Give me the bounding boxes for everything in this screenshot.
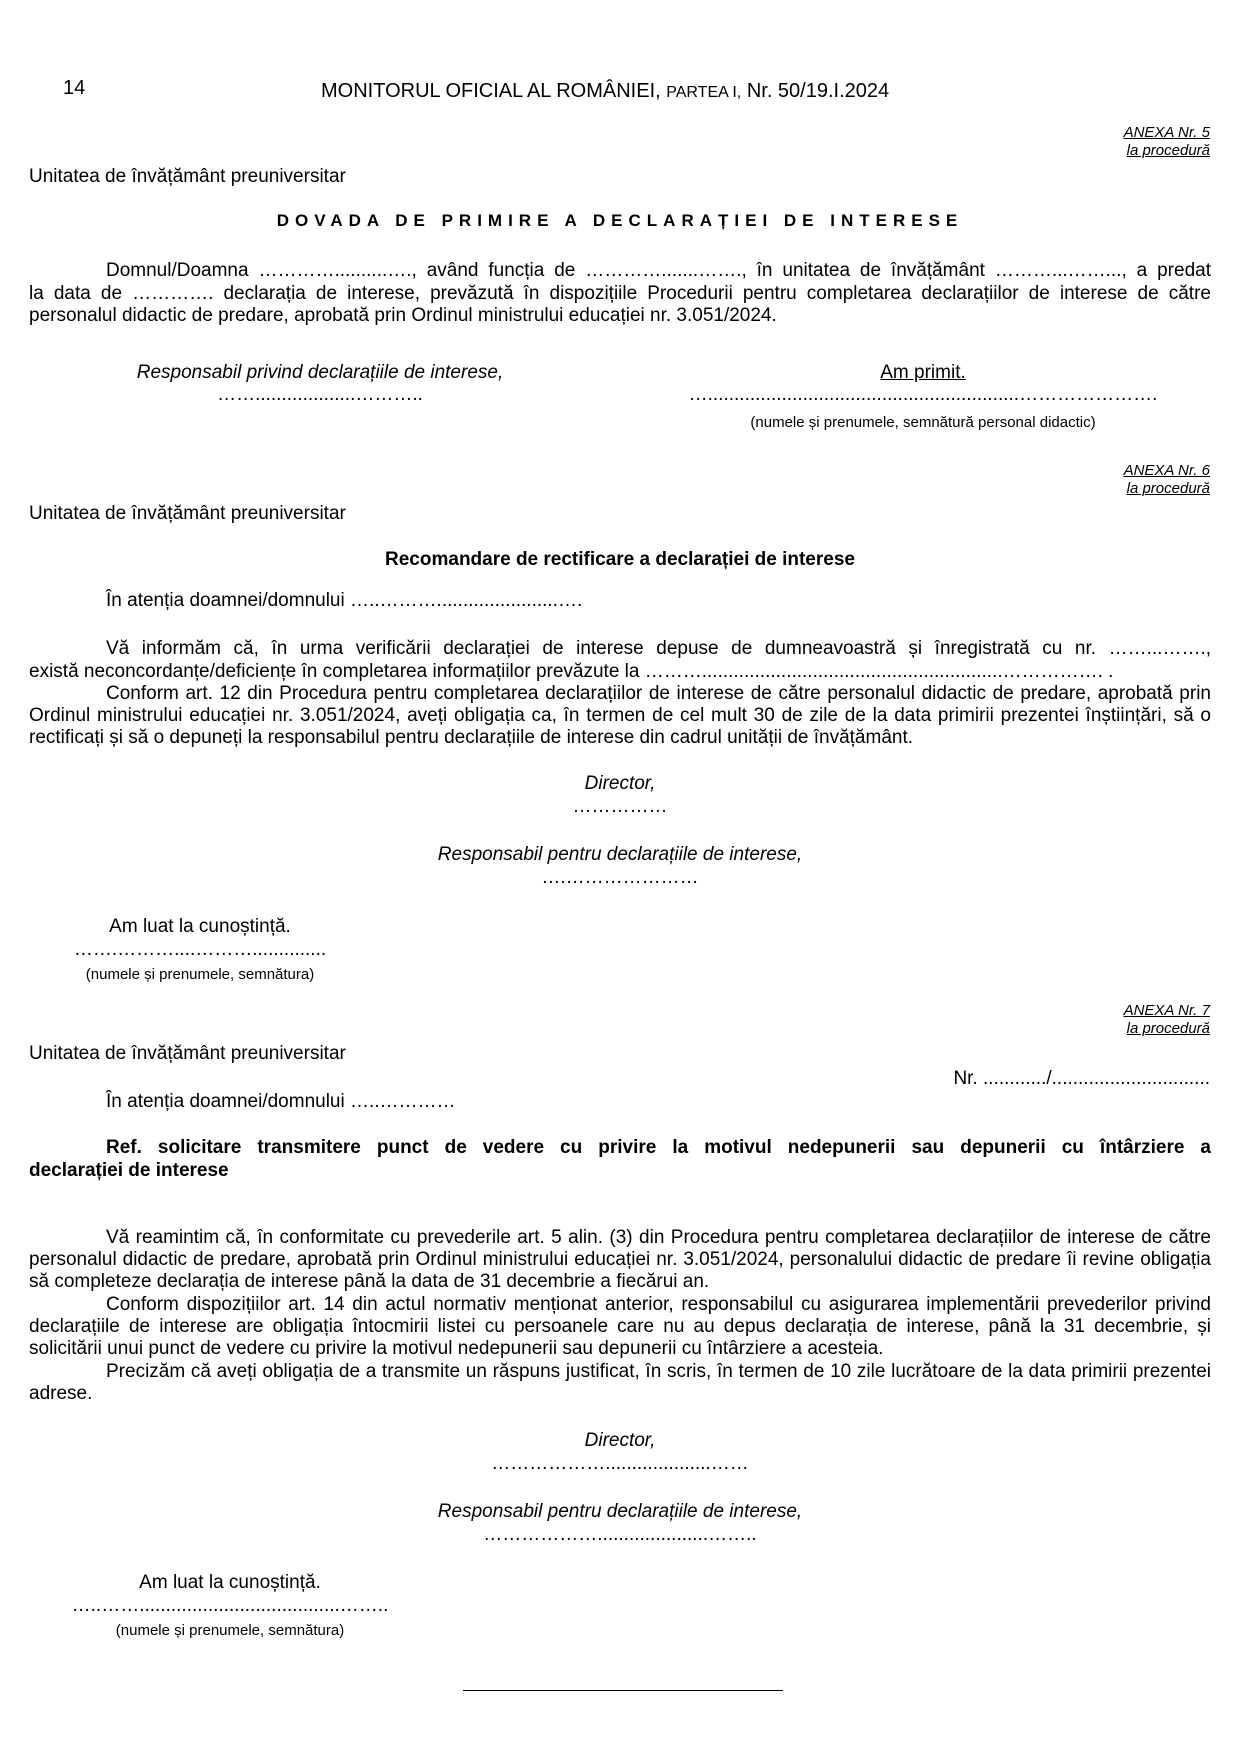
annex-subtitle: la procedură — [1126, 480, 1210, 497]
school-unit-label: Unitatea de învățământ preuniversitar — [29, 1043, 346, 1064]
document-title: Recomandare de rectificare a declarației de interese — [385, 549, 855, 570]
acknowledged-label: Am luat la cunoștință. — [109, 916, 291, 937]
responsible-label: Responsabil pentru declarațiile de interese, — [437, 844, 803, 865]
declaration-receipt-line1: Domnul/Doamna …………..........…., având funcția de ………….......……., în unitatea de învățământ ………...……..., a predat — [106, 260, 1211, 281]
acknowledged-signature-line: …….………....……….............. — [73, 939, 327, 960]
page-number: 14 — [63, 77, 86, 99]
annex-number: ANEXA Nr. 6 — [1123, 462, 1210, 479]
school-unit-label: Unitatea de învățământ preuniversitar — [29, 166, 346, 187]
document-title: DOVADA DE PRIMIRE A DECLARAȚIEI DE INTERESE — [276, 211, 964, 230]
annex-subtitle: la procedură — [1126, 1020, 1210, 1037]
annex-label — [910, 1002, 1210, 1038]
reference-line2: declarației de interese — [29, 1160, 229, 1181]
registration-number: Nr. ............/.............................. — [953, 1068, 1210, 1089]
attention-line: În atenția doamnei/domnului …..………… — [106, 1091, 456, 1112]
school-unit-label: Unitatea de învățământ preuniversitar — [29, 503, 346, 524]
director-label: Director, — [584, 773, 656, 794]
director-label: Director, — [584, 1430, 656, 1451]
responsible-signature-label: Responsabil privind declarațiile de interese, — [136, 362, 504, 383]
publication-issue: Nr. 50/19.I.2024 — [746, 80, 890, 102]
annex-number: ANEXA Nr. 5 — [1123, 124, 1210, 141]
annex-subtitle: la procedură — [1126, 142, 1210, 159]
publication-title: MONITORUL OFICIAL AL ROMÂNIEI, — [321, 80, 661, 102]
verification-paragraph-line2: există neconcordanțe/deficiențe în completarea informațiilor prevăzute la ……….........................................................……………. . — [29, 661, 1114, 682]
end-rule — [463, 1690, 783, 1691]
publication-part: PARTEA I, — [666, 84, 742, 101]
acknowledged-caption: (numele și prenumele, semnătura) — [85, 966, 315, 983]
acknowledged-label: Am luat la cunoștință. — [139, 1572, 321, 1593]
director-signature-line: …………… — [572, 796, 668, 817]
received-label: Am primit. — [880, 362, 966, 383]
responsible-label: Responsabil pentru declarațiile de interese, — [437, 1501, 803, 1522]
rectification-paragraph: Conform art. 12 din Procedura pentru completarea declarațiilor de interese de către personalul didactic de predare, aprobată prin Ordinul ministrului educației nr. 3.051/2024, aveți obligația ca, în termen de cel mult 30 de zile de la data primirii prezentei înștiințări, să o rectificați și să o depuneți la responsabilul pentru declarațiile de interese din cadrul unității de învățământ. — [29, 683, 1211, 748]
reminder-paragraph: Vă reamintim că, în conformitate cu prevederile art. 5 alin. (3) din Procedura pentru completarea declarațiilor de interese de către personalul didactic de predare, aprobată prin Ordinul ministrului educației nr. 3.051/2024, personalului didactic de predare îi revine obligația să completeze declarația de interese până la data de 31 decembrie a fiecărui an. — [29, 1227, 1211, 1292]
acknowledged-signature-line: …..……......................................…….. — [71, 1595, 389, 1616]
annex-label — [910, 124, 1210, 160]
declaration-receipt-text: la data de …………. declarația de interese, prevăzută în dispozițiile Procedurii pentru completarea declarațiilor de interese de către personalul didactic de predare, aprobată prin Ordinul ministrului educației nr. 3.051/2024. — [29, 283, 1211, 326]
annex-number: ANEXA Nr. 7 — [1123, 1002, 1210, 1019]
received-caption: (numele și prenumele, semnătură personal didactic) — [750, 414, 1096, 431]
responsible-signature-line: ….………………… — [541, 867, 699, 888]
acknowledged-caption: (numele și prenumele, semnătura) — [115, 1622, 345, 1639]
reference-line1: Ref. solicitare transmitere punct de vedere cu privire la motivul nedepunerii sau depunerii cu întârziere a — [106, 1137, 1211, 1158]
received-signature-line: …...........................................................…………………. — [688, 384, 1158, 405]
director-signature-line: ………………....................…… — [491, 1453, 749, 1474]
responsible-signature-line: ……………….....................…….. — [483, 1524, 757, 1545]
verification-paragraph-line1: Vă informăm că, în urma verificării declarației de interese depuse de dumneavoastră și înregistrată cu nr. ……...……., — [106, 638, 1211, 659]
publication-header — [321, 80, 889, 103]
attention-line: În atenția doamnei/domnului …..……….......................…. — [106, 590, 583, 611]
obligation-paragraph: Conform dispozițiilor art. 14 din actul normativ menționat anterior, responsabilul cu asigurarea implementării prevederilor privind declarațiile de interese are obligația întocmirii listei cu persoanele care nu au depus declarația de interese, până la 31 decembrie, și solicitării unui punct de vedere cu privire la motivul nedepunerii sau depunerii cu întârziere a acesteia. — [29, 1294, 1211, 1359]
annex-label — [910, 462, 1210, 498]
response-deadline-paragraph: Precizăm că aveți obligația de a transmite un răspuns justificat, în scris, în termen de 10 zile lucrătoare de la data primirii prezentei adrese. — [29, 1361, 1211, 1404]
responsible-signature-line: ……...................……….. — [217, 384, 423, 405]
